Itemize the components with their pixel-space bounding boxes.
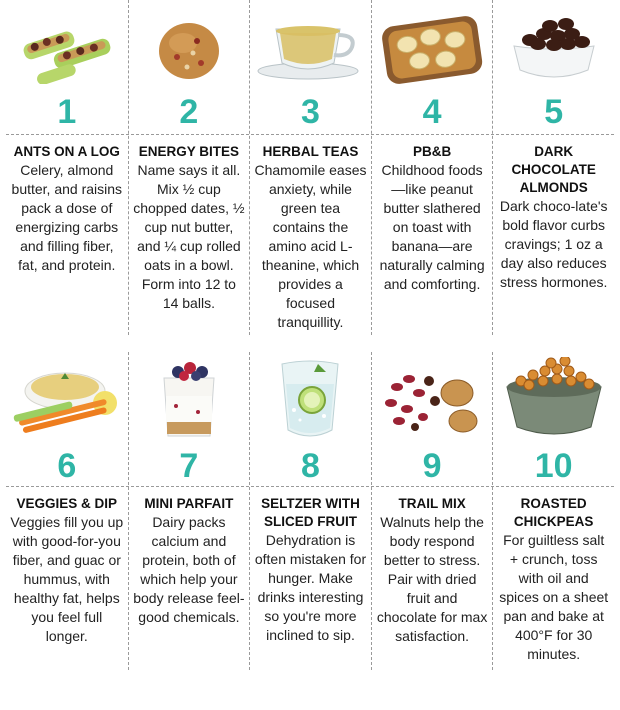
snack-card xyxy=(492,352,614,670)
item-number: 1 xyxy=(57,93,77,131)
item-title: MINI PARFAIT xyxy=(144,496,234,511)
item-number: 5 xyxy=(544,93,564,131)
snack-card xyxy=(492,0,614,335)
item-description: Dehydration is often mistaken for hunger. Make drinks interesting so you're more inclined to sip. xyxy=(254,532,367,643)
energy-ball-image xyxy=(129,8,250,90)
trail-mix-image xyxy=(372,356,493,442)
snack-card xyxy=(371,352,493,670)
chickpeas-bowl-image xyxy=(493,356,614,442)
snack-card xyxy=(128,352,250,670)
snack-card xyxy=(128,0,250,335)
item-description: Veggies fill you up with good-for-you fiber, and guac or hummus, with healthy fat, helps you feel full longer. xyxy=(10,514,124,644)
item-title: ENERGY BITES xyxy=(138,144,240,159)
item-number: 8 xyxy=(301,447,320,485)
snack-card xyxy=(249,352,371,670)
celery-sticks-image xyxy=(6,8,128,90)
chocolate-bowl-image xyxy=(493,8,614,90)
item-title: VEGGIES & DIP xyxy=(16,496,118,511)
item-number: 6 xyxy=(57,447,77,485)
item-description: Walnuts help the body respond better to stress. Pair with dried fruit and chocolate for max satisfaction. xyxy=(376,514,488,644)
snack-card xyxy=(249,0,371,335)
item-description: Chamomile eases anxiety, while green tea contains the amino acid L-theanine, which provides a focused tranquillity. xyxy=(254,162,367,330)
item-description: Childhood foods—like peanut butter slathered on toast with banana—are naturally calming and comforting. xyxy=(379,162,485,292)
teacup-image xyxy=(250,8,371,90)
item-title: TRAIL MIX xyxy=(398,496,466,511)
item-title: PB&B xyxy=(412,144,452,159)
toast-image xyxy=(372,8,493,90)
seltzer-glass-image xyxy=(250,356,371,442)
item-title: DARK CHOCOLATE ALMONDS xyxy=(511,144,596,195)
item-number: 4 xyxy=(422,93,442,131)
item-title: HERBAL TEAS xyxy=(262,144,359,159)
item-description: Dark choco-late's bold flavor curbs cravings; 1 oz a day also reduces stress hormones. xyxy=(499,198,608,290)
item-description: Dairy packs calcium and protein, both of which help your body release feel-good chemicals. xyxy=(133,514,245,625)
item-title: ROASTED CHICKPEAS xyxy=(513,496,594,529)
veggies-dip-image xyxy=(6,356,128,442)
snack-card xyxy=(6,352,128,670)
item-number: 9 xyxy=(422,447,442,485)
item-description: Name says it all. Mix ½ cup chopped dates, ½ cup nut butter, and ¼ cup rolled oats in a bowl. Form into 12 to 14 balls. xyxy=(133,162,245,311)
snack-grid xyxy=(6,0,614,670)
snack-row-1 xyxy=(6,0,614,335)
item-number: 7 xyxy=(179,447,199,485)
snack-card xyxy=(371,0,493,335)
item-title: ANTS ON A LOG xyxy=(13,144,120,159)
item-number: 10 xyxy=(534,447,573,485)
item-number: 3 xyxy=(301,93,320,131)
parfait-image xyxy=(129,356,250,442)
snack-row-2 xyxy=(6,352,614,670)
item-description: Celery, almond butter, and raisins pack a dose of energizing carbs and filling fiber, fat, and protein. xyxy=(11,162,123,273)
snack-card xyxy=(6,0,128,335)
item-description: For guiltless salt + crunch, toss with oil and spices on a sheet pan and bake at 400°F for 30 minutes. xyxy=(499,532,609,662)
item-title: SELTZER WITH SLICED FRUIT xyxy=(261,496,360,529)
item-number: 2 xyxy=(179,93,199,131)
